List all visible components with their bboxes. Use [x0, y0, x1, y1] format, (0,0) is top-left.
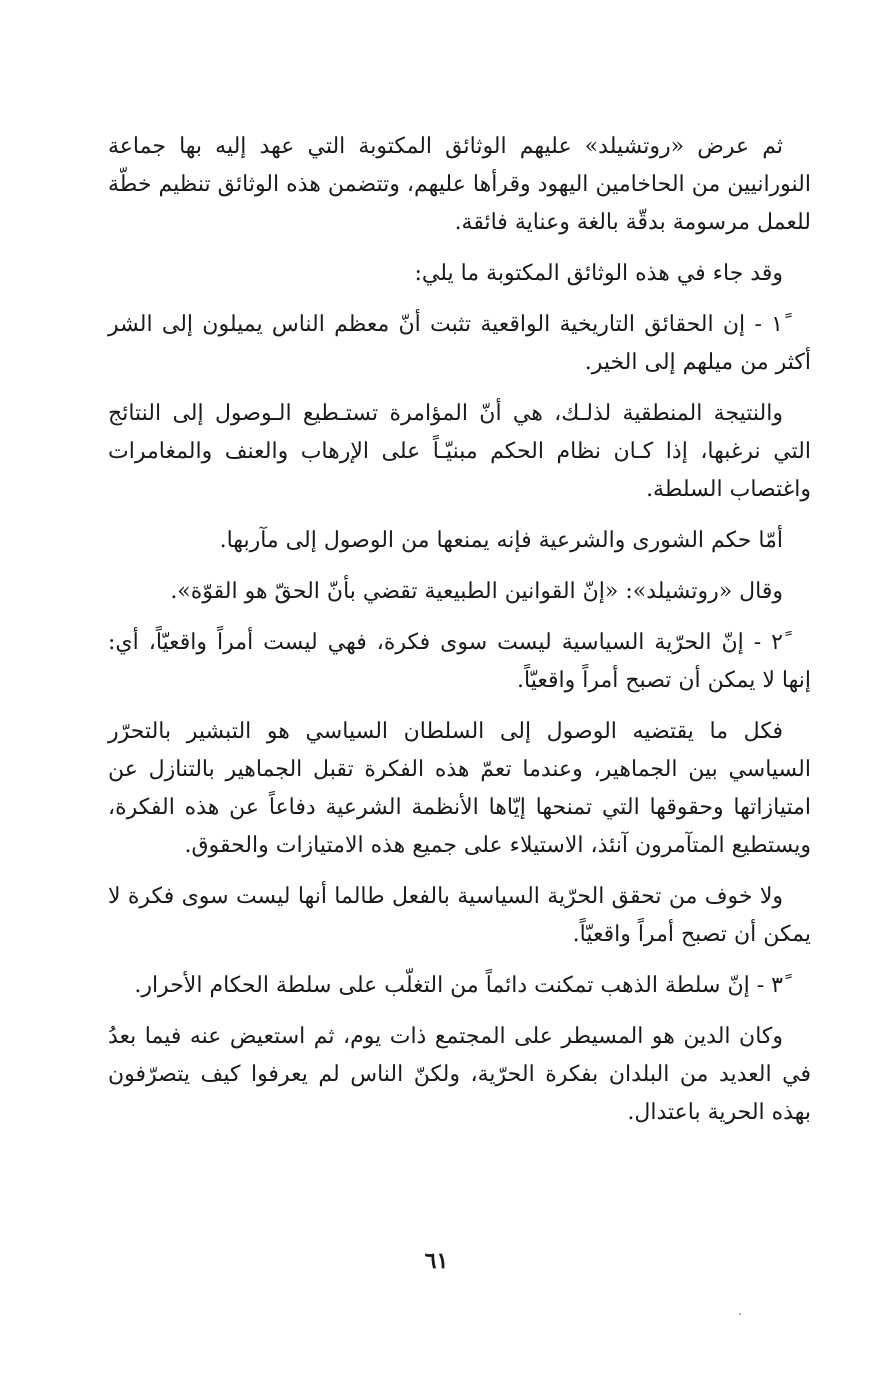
paragraph-documents-intro: وقد جاء في هذه الوثائق المكتوبة ما يلي:	[414, 261, 783, 286]
paragraph-point-2: ٢ً - إنّ الحرّية السياسية ليست سوى فكرة، فهي ليست أمراً واقعيّاً، أي: إنها لا يمكن أن تصبح أمراً واقعيّاً.	[108, 630, 811, 693]
paragraph-rothschild-quote: وقال «روتشيلد»: «إنّ القوانين الطبيعية تقضي بأنّ الحقّ هو القوّة».	[170, 579, 783, 604]
paragraph-documents-presented: ثم عرض «روتشيلد» عليهم الوثائق المكتوبة التي عهد إليه بها جماعة النورانيين من الحاخامين اليهود وقرأها عليهم، وتتضمن هذه الوثائق تنظيم خطّة للعمل مرسومة بدقّة بالغة وعناية فائقة.	[108, 134, 811, 235]
body-text	[108, 128, 811, 1145]
paragraph-political-power: فكل ما يقتضيه الوصول إلى السلطان السياسي هو التبشير بالتحرّر السياسي بين الجماهير، وعندما تعمّ هذه الفكرة تقبل الجماهير بالتنازل عن امتيازاتها وحقوقها التي تمنحها إيّاها الأنظمة الشرعية دفاعاً عن هذه الفكرة، ويستطيع المتآمرون آنئذ، الاستيلاء على جميع هذه الامتيازات والحقوق.	[108, 719, 811, 858]
paragraph-shura-rule: أمّا حكم الشورى والشرعية فإنه يمنعها من الوصول إلى مآربها.	[219, 528, 783, 553]
page-number: ٦١	[424, 1248, 449, 1274]
paragraph-religion-freedom: وكان الدين هو المسيطر على المجتمع ذات يوم، ثم استعيض عنه فيما بعدُ في العديد من البلدان بفكرة الحرّية، ولكنّ الناس لم يعرفوا كيف يتصرّفون بهذه الحرية باعتدال.	[108, 1024, 811, 1125]
paragraph-point-1: ١ً - إن الحقائق التاريخية الواقعية تثبت أنّ معظم الناس يميلون إلى الشر أكثر من ميلهم إلى الخير.	[108, 312, 811, 375]
paragraph-no-fear: ولا خوف من تحقق الحرّية السياسية بالفعل طالما أنها ليست سوى فكرة لا يمكن أن تصبح أمراً واقعيّاً.	[108, 884, 811, 947]
paragraph-logical-result: والنتيجة المنطقية لذلـك، هي أنّ المؤامرة تستـطيع الـوصول إلى النتائج التي نرغبها، إذا كـان نظام الحكم مبنيّـاً على الإرهاب والعنف والمغامرات واغتصاب السلطة.	[108, 401, 811, 502]
paragraph-point-3: ٣ً - إنّ سلطة الذهب تمكنت دائماً من التغلّب على سلطة الحكام الأحرار.	[134, 973, 783, 998]
scan-speck	[739, 1313, 741, 1315]
